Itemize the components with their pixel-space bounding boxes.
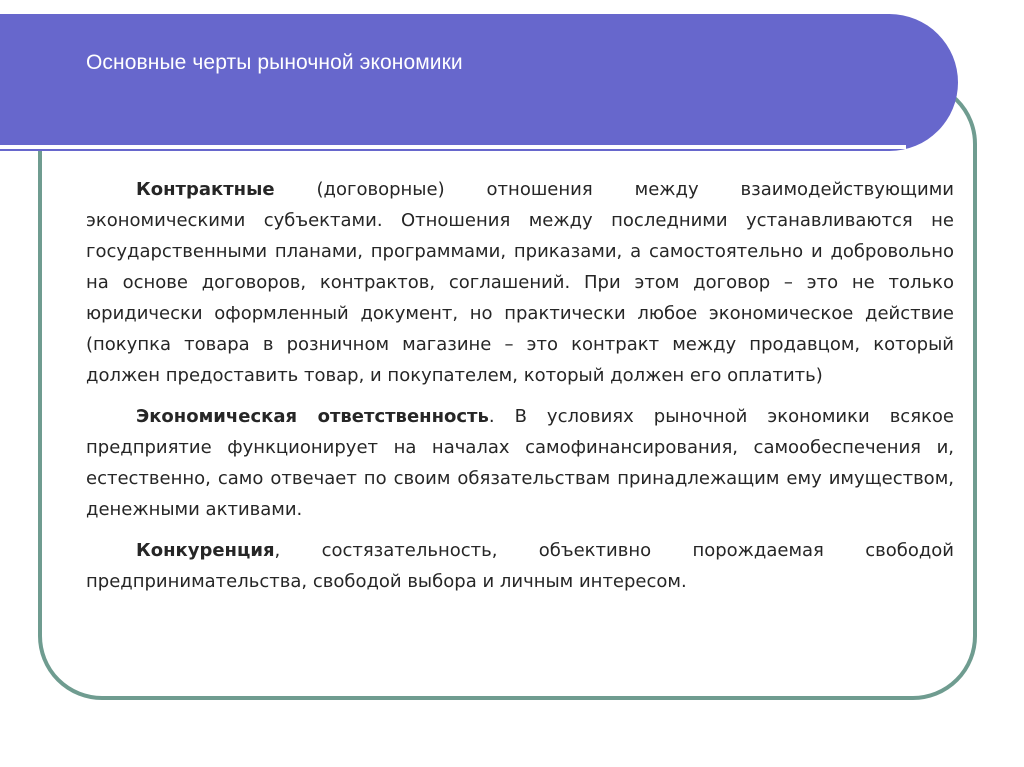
paragraph-contract (86, 174, 954, 391)
paragraph-contract-text: (договорные) отношения между взаимодействующими экономическими субъектами. Отношения между последними устанавливаются не государственными планами, программами, приказами, а самостоятельно и добровольно на основе договоров, контрактов, соглашений. При этом договор – это не только юридически оформленный документ, но практически любое экономическое действие (покупка товара в розничном магазине – это контракт между продавцом, который должен предоставить товар, и покупателем, который должен его оплатить) (86, 179, 954, 386)
paragraph-competition-text: , состязательность, объективно порождаемая свободой предпринимательства, свободой выбора и личным интересом. (86, 540, 954, 592)
paragraph-competition (86, 535, 954, 597)
title-banner (0, 14, 958, 151)
paragraph-responsibility-text: . В условиях рыночной экономики всякое предприятие функционирует на началах самофинансирования, самообеспечения и, естественно, само отвечает по своим обязательствам принадлежащим ему имуществом, денежными активами. (86, 406, 954, 520)
banner-divider (0, 145, 906, 149)
term-contract: Контрактные (136, 179, 275, 200)
slide-title: Основные черты рыночной экономики (86, 51, 463, 74)
paragraph-responsibility (86, 401, 954, 525)
term-responsibility: Экономическая ответственность (136, 406, 489, 427)
term-competition: Конкуренция (136, 540, 275, 561)
slide-body (86, 174, 954, 607)
